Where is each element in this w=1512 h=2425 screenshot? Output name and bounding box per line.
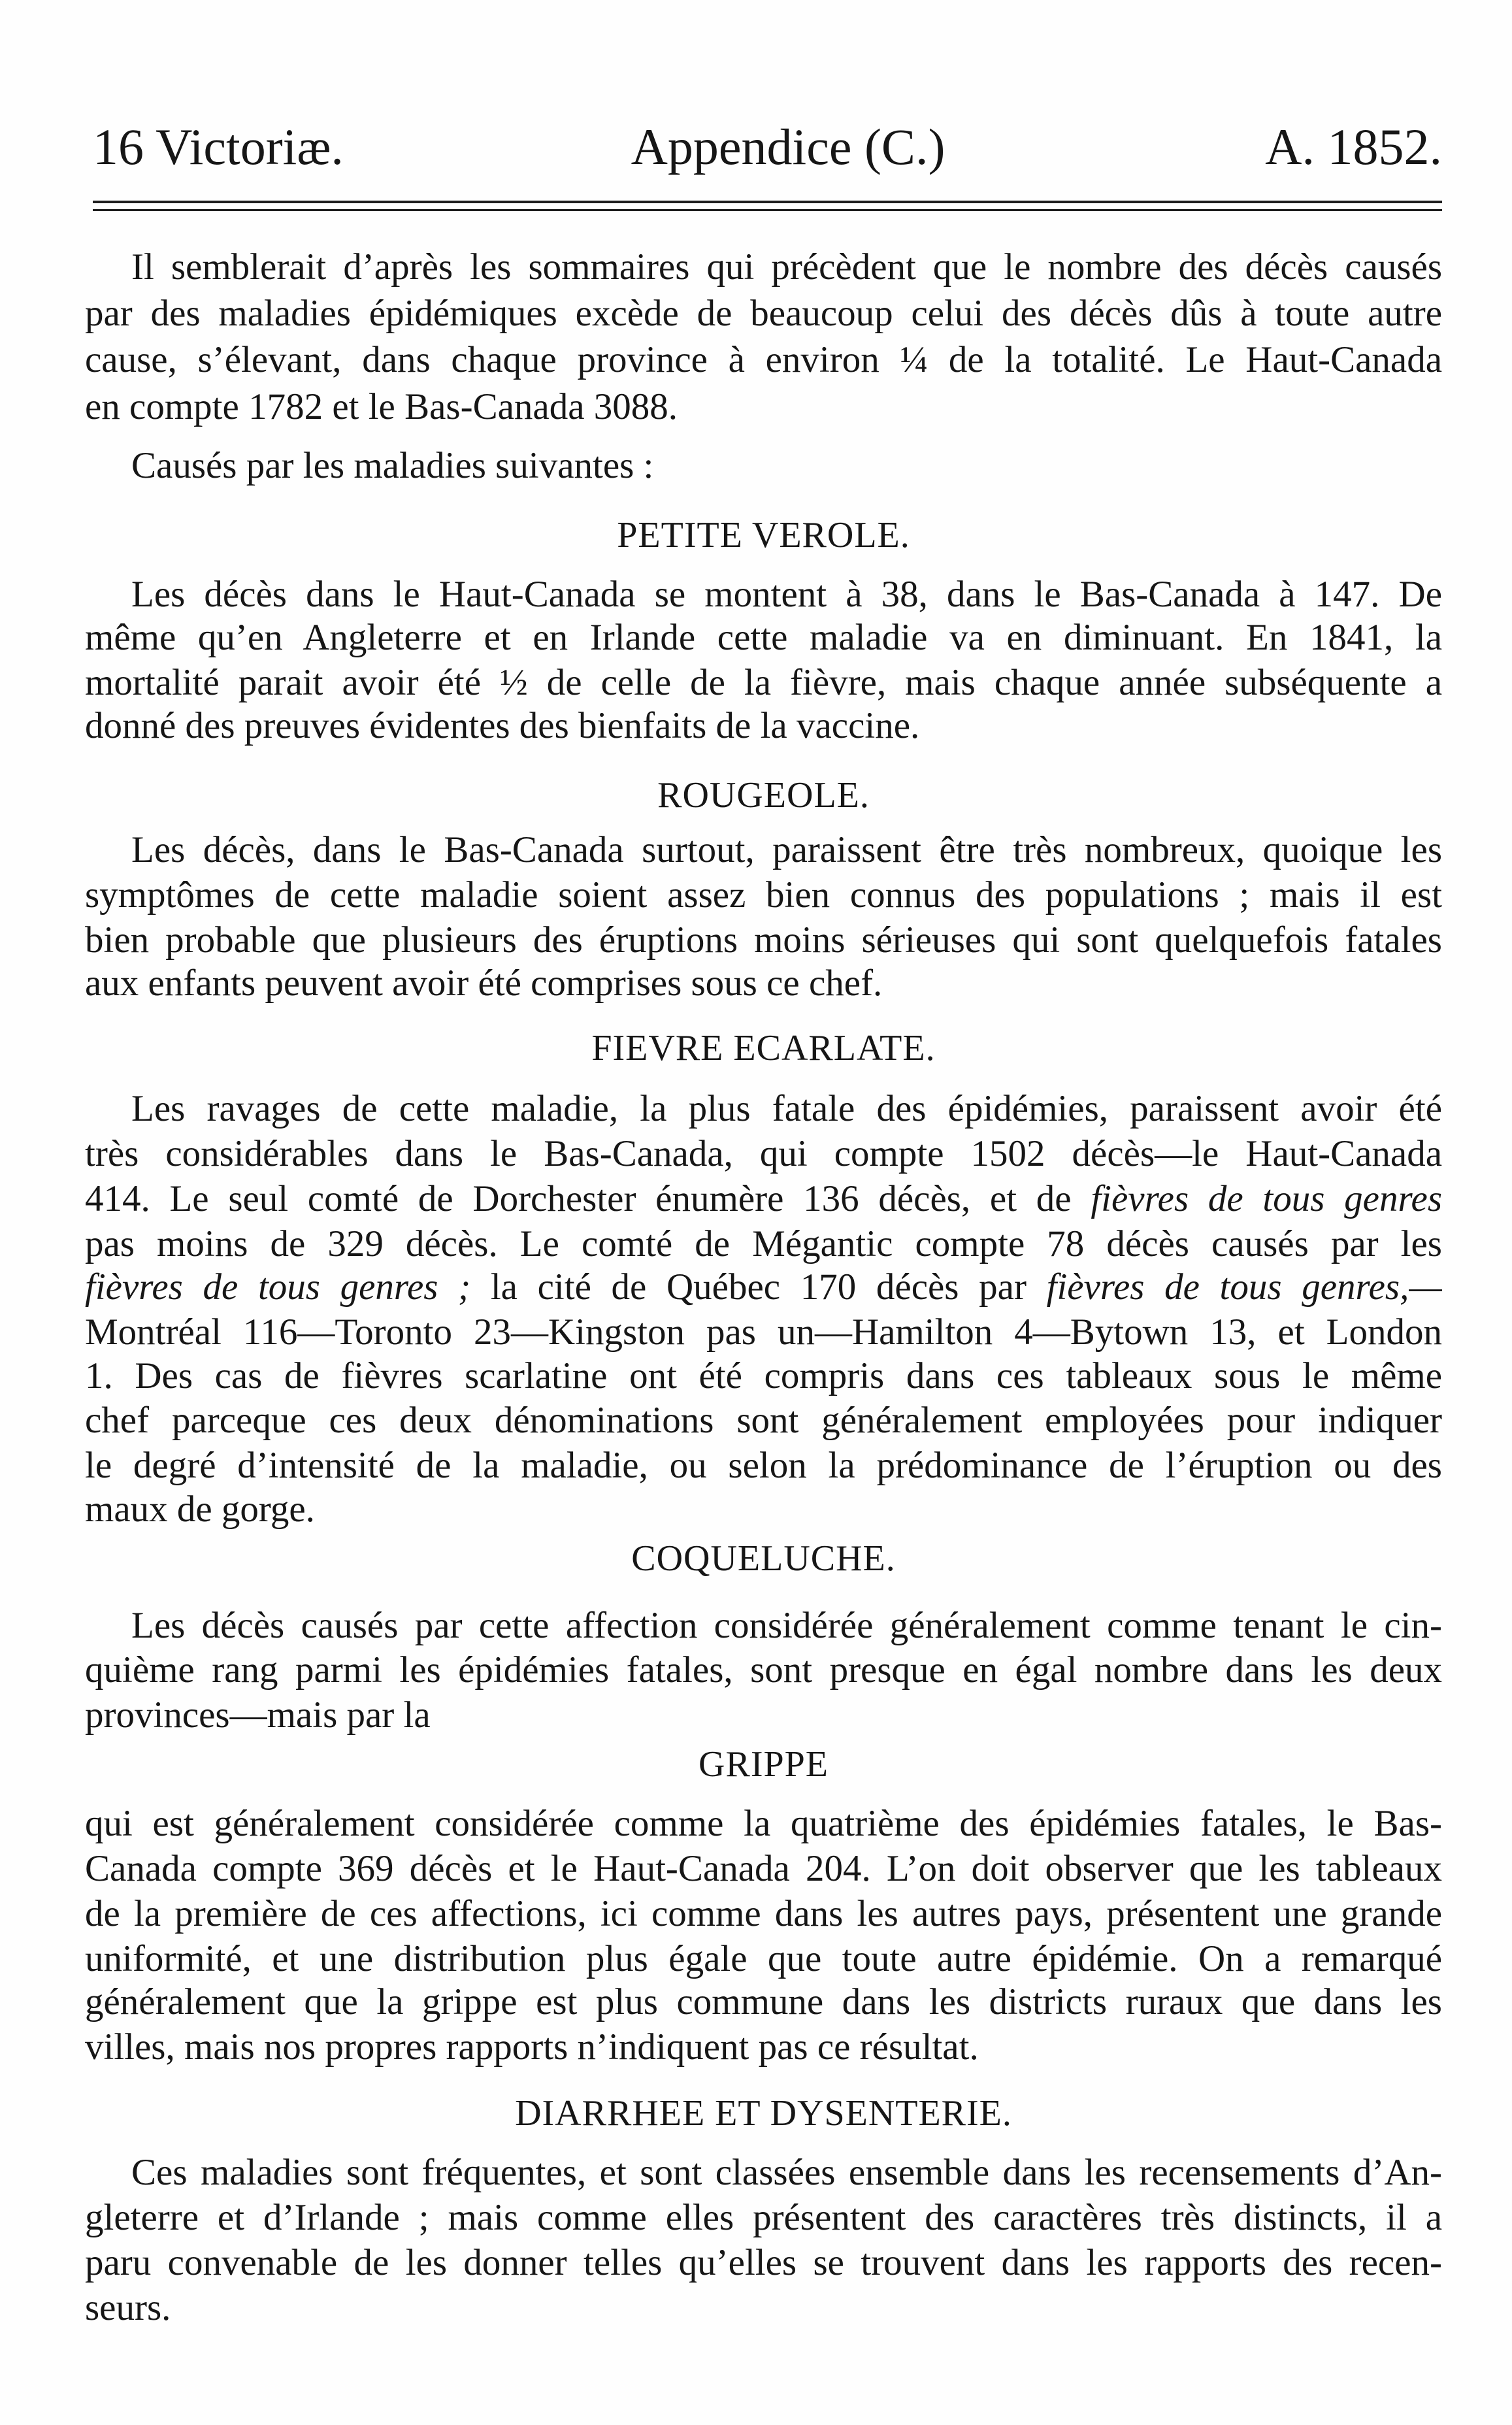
text-line: quième rang parmi les épidémies fatales, sont presque en égal nombre dans les deux xyxy=(85,1649,1442,1691)
text-line: en compte 1782 et le Bas-Canada 3088. xyxy=(85,386,678,427)
running-head-session: 16 Victoriæ. xyxy=(93,118,344,175)
text-line: Les décès causés par cette affection considérée généralement comme tenant le cin- xyxy=(131,1605,1442,1646)
text-line: qui est généralement considérée comme la quatrième des épidémies fatales, le Bas- xyxy=(85,1803,1442,1844)
text-line: cause, s’élevant, dans chaque province à environ ¼ de la totalité. Le Haut-Canada xyxy=(85,339,1442,380)
text-line: mortalité parait avoir été ½ de celle de la fièvre, mais chaque année subséquente a xyxy=(85,662,1442,703)
text-line: Ces maladies sont fréquentes, et sont classées ensemble dans les recensements d’An- xyxy=(131,2152,1442,2193)
text-line: Montréal 116—Toronto 23—Kingston pas un—Hamilton 4—Bytown 13, et London xyxy=(85,1311,1442,1353)
text-line: Il semblerait d’après les sommaires qui précèdent que le nombre des décès causés xyxy=(131,246,1442,288)
section-heading: GRIPPE xyxy=(698,1744,829,1785)
text-line: Canada compte 369 décès et le Haut-Canada 204. L’on doit observer que les tableaux xyxy=(85,1848,1442,1889)
text-line: chef parceque ces deux dénominations sont généralement employées pour indiquer xyxy=(85,1400,1442,1441)
text-line: de la première de ces affections, ici comme dans les autres pays, présentent une grande xyxy=(85,1893,1442,1934)
header-rule-thick xyxy=(93,201,1442,203)
text-line: très considérables dans le Bas-Canada, qui compte 1502 décès—le Haut-Canada xyxy=(85,1133,1442,1174)
text-line: même qu’en Angleterre et en Irlande cette maladie va en diminuant. En 1841, la xyxy=(85,617,1442,658)
text-line: seurs. xyxy=(85,2287,171,2328)
italic-text-segment: fièvres de tous genres ; xyxy=(85,1266,471,1308)
text-line: généralement que la grippe est plus commune dans les districts ruraux que dans les xyxy=(85,1981,1442,2022)
italic-text-segment: fièvres de tous genres,— xyxy=(1046,1266,1442,1308)
lead-in-line: Causés par les maladies suivantes : xyxy=(131,445,654,486)
text-line: symptômes de cette maladie soient assez bien connus des populations ; mais il est xyxy=(85,874,1442,916)
text-line: pas moins de 329 décès. Le comté de Mégantic compte 78 décès causés par les xyxy=(85,1223,1442,1264)
text-line: Les décès, dans le Bas-Canada surtout, paraissent être très nombreux, quoique les xyxy=(131,829,1442,870)
text-line: uniformité, et une distribution plus égale que toute autre épidémie. On a remarqué xyxy=(85,1938,1442,1979)
text-line: villes, mais nos propres rapports n’indiquent pas ce résultat. xyxy=(85,2026,979,2068)
text-line xyxy=(85,1176,1442,1222)
text-line: le degré d’intensité de la maladie, ou selon la prédominance de l’éruption ou des xyxy=(85,1445,1442,1486)
section-heading: PETITE VEROLE. xyxy=(617,515,910,555)
text-line: par des maladies épidémiques excède de beaucoup celui des décès dûs à toute autre xyxy=(85,293,1442,334)
section-heading: ROUGEOLE. xyxy=(657,775,870,816)
text-segment: 414. Le seul comté de Dorchester énumère 136 décès, et de xyxy=(85,1178,1072,1219)
text-line: provinces—mais par la xyxy=(85,1694,431,1736)
text-line: Les ravages de cette maladie, la plus fatale des épidémies, paraissent avoir été xyxy=(131,1088,1442,1129)
section-heading: DIARRHEE ET DYSENTERIE. xyxy=(515,2093,1012,2134)
running-head-year: A. 1852. xyxy=(1265,118,1442,175)
section-heading: FIEVRE ECARLATE. xyxy=(591,1028,936,1068)
text-line xyxy=(85,1264,1442,1310)
running-head-appendix: Appendice (C.) xyxy=(631,118,945,175)
header-rule-thin xyxy=(93,209,1442,211)
italic-text-segment: fièvres de tous genres xyxy=(1091,1178,1442,1219)
text-line: gleterre et d’Irlande ; mais comme elles présentent des caractères très distincts, il a xyxy=(85,2197,1442,2238)
text-line: bien probable que plusieurs des éruptions moins sérieuses qui sont quelquefois fatales xyxy=(85,919,1442,961)
text-line: 1. Des cas de fièvres scarlatine ont été compris dans ces tableaux sous le même xyxy=(85,1355,1442,1396)
section-heading: COQUELUCHE. xyxy=(631,1538,896,1579)
text-line: Les décès dans le Haut-Canada se montent à 38, dans le Bas-Canada à 147. De xyxy=(131,574,1442,615)
text-line: paru convenable de les donner telles qu’elles se trouvent dans les rapports des recen- xyxy=(85,2242,1442,2283)
text-line: donné des preuves évidentes des bienfaits de la vaccine. xyxy=(85,705,920,746)
text-line: maux de gorge. xyxy=(85,1489,315,1530)
text-segment: la cité de Québec 170 décès par xyxy=(490,1266,1027,1308)
text-line: aux enfants peuvent avoir été comprises sous ce chef. xyxy=(85,963,883,1004)
